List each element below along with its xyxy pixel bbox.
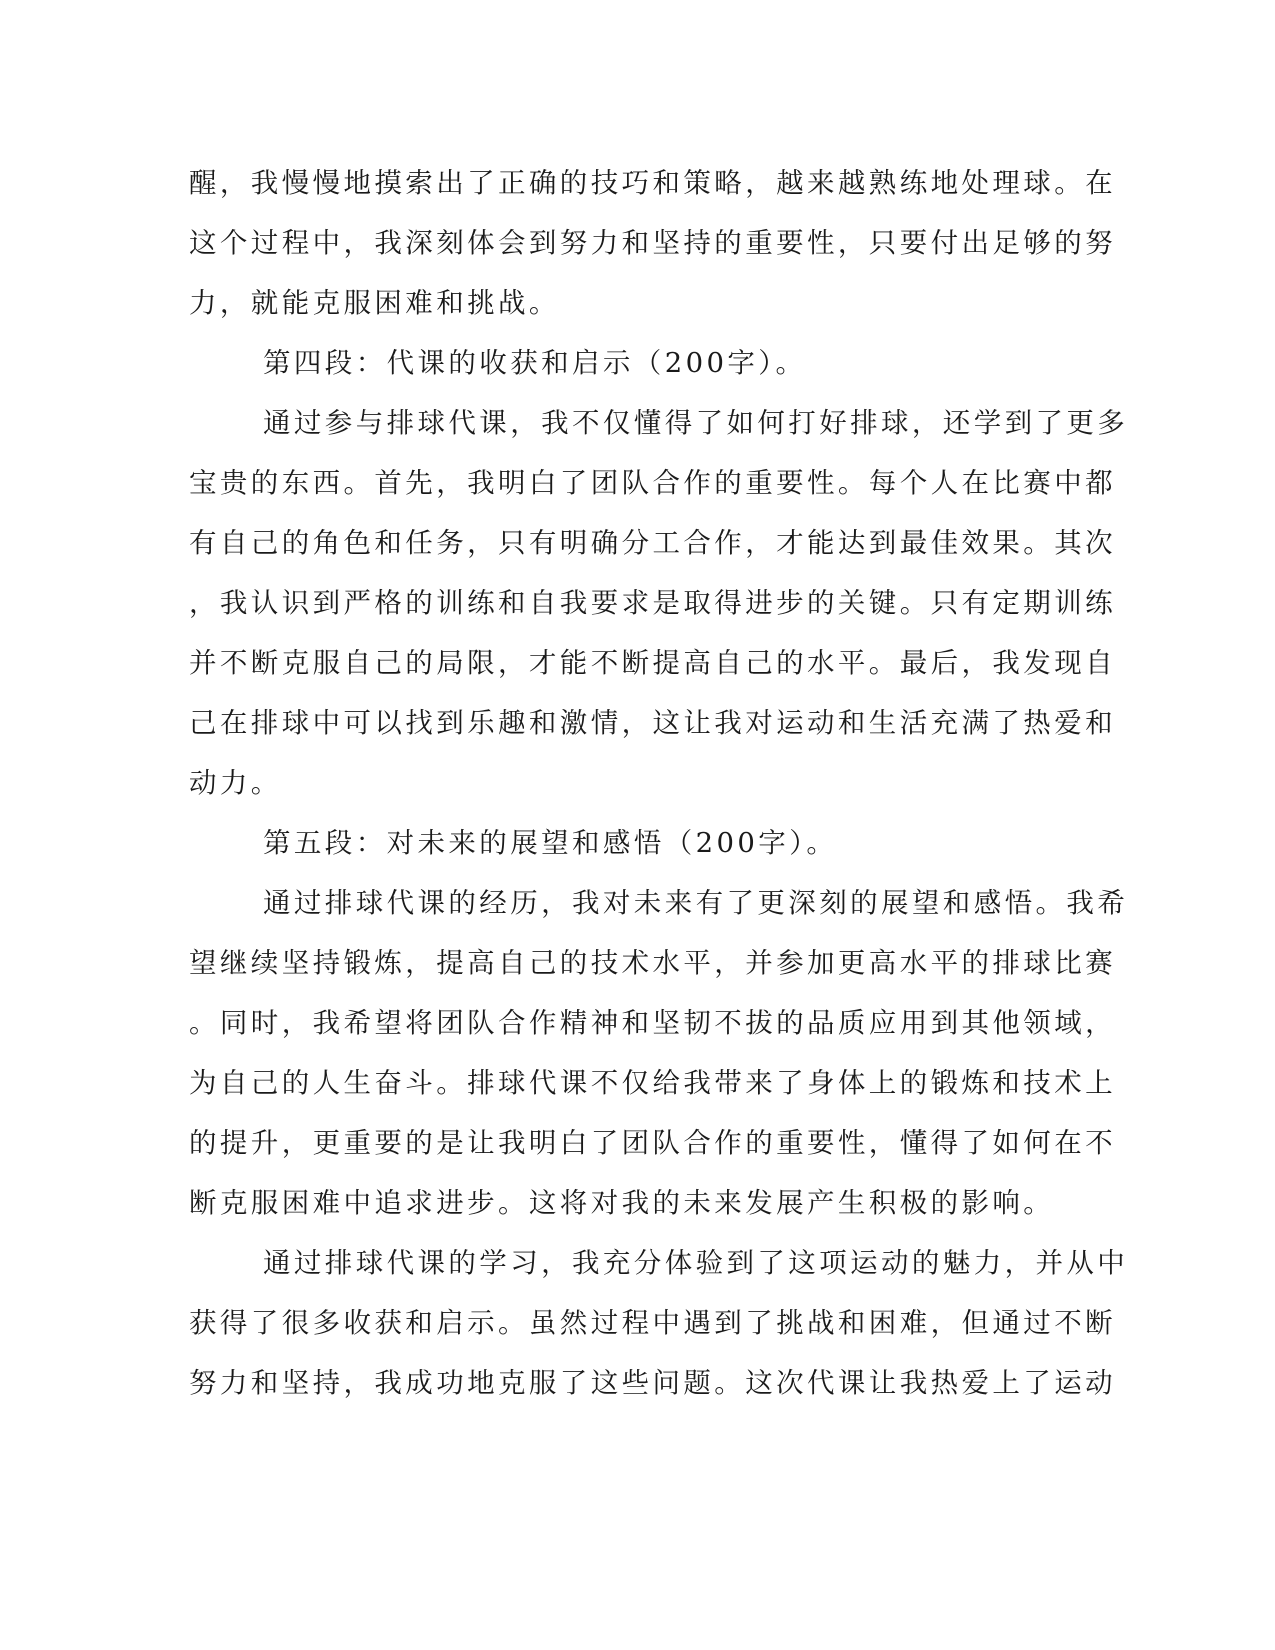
text-line: 有自己的角色和任务，只有明确分工合作，才能达到最佳效果。其次: [189, 527, 1116, 559]
text-line: 动力。: [189, 767, 282, 799]
section-heading: 第四段：代课的收获和启示（200字）。: [263, 347, 807, 379]
text-line: 断克服困难中追求进步。这将对我的未来发展产生积极的影响。: [189, 1187, 1055, 1219]
text-line: ，我认识到严格的训练和自我要求是取得进步的关键。只有定期训练: [189, 587, 1116, 619]
text-line: 获得了很多收获和启示。虽然过程中遇到了挑战和困难，但通过不断: [189, 1307, 1116, 1339]
text-line: 通过参与排球代课，我不仅懂得了如何打好排球，还学到了更多: [263, 407, 1129, 439]
section-heading: 第五段：对未来的展望和感悟（200字）。: [263, 827, 838, 859]
text-line: 己在排球中可以找到乐趣和激情，这让我对运动和生活充满了热爱和: [189, 707, 1116, 739]
text-line: 通过排球代课的学习，我充分体验到了这项运动的魅力，并从中: [263, 1247, 1129, 1279]
text-line: 醒，我慢慢地摸索出了正确的技巧和策略，越来越熟练地处理球。在: [189, 167, 1116, 199]
text-line: 通过排球代课的经历，我对未来有了更深刻的展望和感悟。我希: [263, 887, 1129, 919]
document-body: [189, 163, 1129, 1423]
text-line: 的提升，更重要的是让我明白了团队合作的重要性，懂得了如何在不: [189, 1127, 1116, 1159]
text-line: 。同时，我希望将团队合作精神和坚韧不拔的品质应用到其他领域，: [189, 1007, 1116, 1039]
text-line: 为自己的人生奋斗。排球代课不仅给我带来了身体上的锻炼和技术上: [189, 1067, 1116, 1099]
text-line: 努力和坚持，我成功地克服了这些问题。这次代课让我热爱上了运动: [189, 1367, 1116, 1399]
text-line: 宝贵的东西。首先，我明白了团队合作的重要性。每个人在比赛中都: [189, 467, 1116, 499]
text-line: 力，就能克服困难和挑战。: [189, 287, 560, 319]
text-line: 望继续坚持锻炼，提高自己的技术水平，并参加更高水平的排球比赛: [189, 947, 1116, 979]
text-line: 并不断克服自己的局限，才能不断提高自己的水平。最后，我发现自: [189, 647, 1116, 679]
text-line: 这个过程中，我深刻体会到努力和坚持的重要性，只要付出足够的努: [189, 227, 1116, 259]
